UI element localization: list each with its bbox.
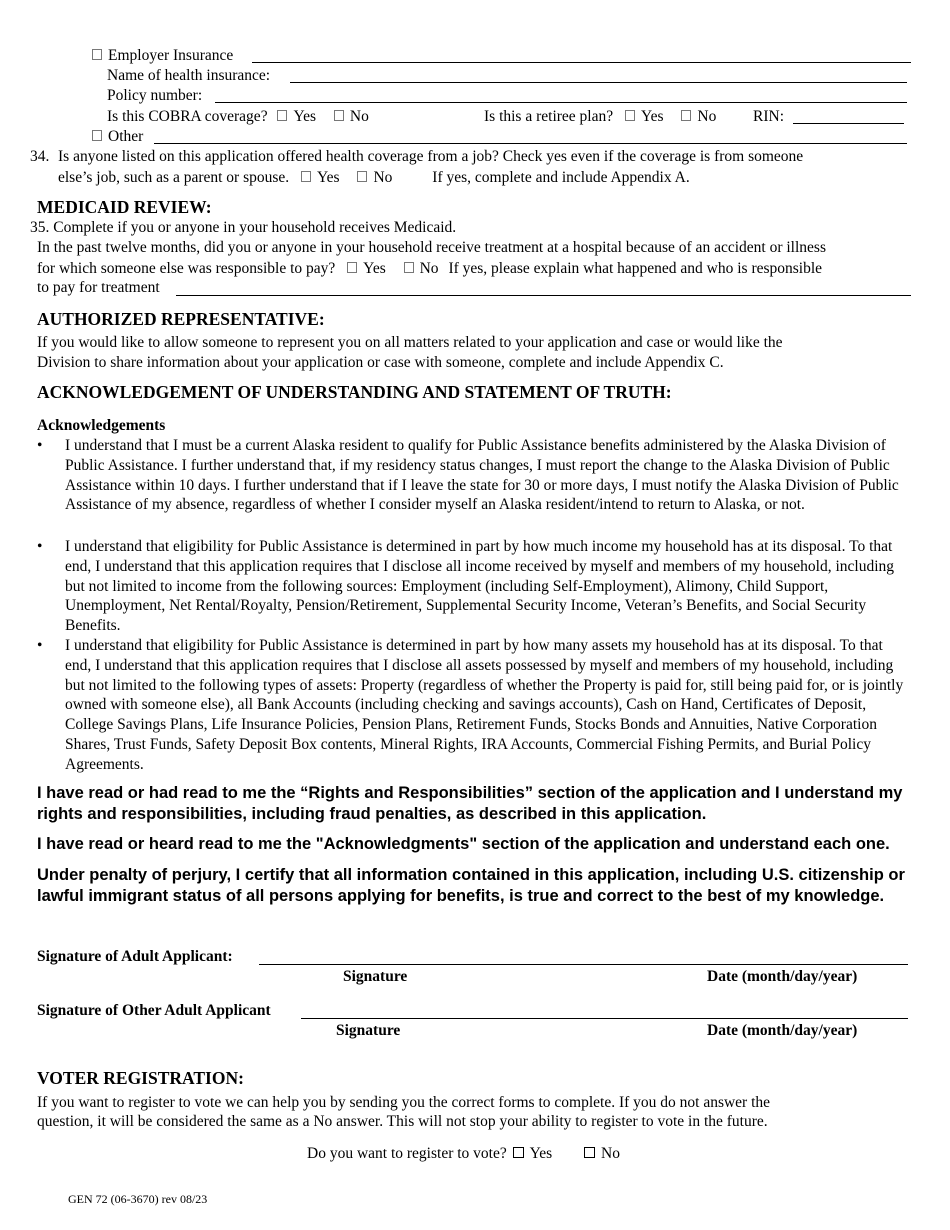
other-label: Other	[108, 128, 144, 145]
retiree-question	[484, 108, 716, 126]
other-adult-signature-field[interactable]	[301, 1004, 908, 1019]
other-field[interactable]	[154, 129, 907, 144]
acknowledgement-heading: ACKNOWLEDGEMENT OF UNDERSTANDING AND STATEMENT OF TRUTH:	[37, 382, 672, 402]
q34-number: 34.	[30, 148, 50, 165]
other-adult-signature-label: Signature of Other Adult Applicant	[37, 1002, 271, 1019]
voter-registration-heading: VOTER REGISTRATION:	[37, 1068, 244, 1088]
bullet-2-text: I understand that eligibility for Public Assistance is determined in part by how much income my household has at its disposal. To that end, I understand that this application requires that I disclose all income received by myself and members of my household, including but not limited to income from the following sources: Employment (including Self-Employment), Alimony, Child Support, Unemployment, Net Rental/Royalty, Pension/Retirement, Supplemental Security Income, Veteran’s Benefits, and Social Security Benefits.	[65, 538, 895, 635]
voter-question-text: Do you want to register to vote?	[307, 1145, 507, 1162]
medicaid-no-checkbox[interactable]	[404, 262, 414, 273]
bullet-icon: •	[37, 437, 43, 454]
q35-text: 35. Complete if you or anyone in your household receives Medicaid.	[30, 219, 457, 236]
cobra-yes-checkbox[interactable]	[277, 110, 287, 121]
cobra-yes-label: Yes	[293, 108, 317, 125]
other-adult-date-caption: Date (month/day/year)	[707, 1022, 858, 1039]
employer-insurance-option	[92, 47, 233, 65]
retiree-no-label: No	[697, 108, 717, 125]
voter-line2: question, it will be considered the same as a No answer. This will not stop your ability to register to vote in the future.	[37, 1113, 768, 1130]
rights-responsibilities-statement: I have read or had read to me the “Rights and Responsibilities” section of the application and I understand my rights and responsibilities, including fraud penalties, as described in this application.	[37, 784, 903, 823]
voter-question	[307, 1145, 620, 1163]
q34-yes-checkbox[interactable]	[301, 171, 311, 182]
cobra-no-checkbox[interactable]	[334, 110, 344, 121]
voter-no-checkbox[interactable]	[584, 1147, 595, 1158]
medicaid-question-line1: In the past twelve months, did you or anyone in your household receive treatment at a hospital because of an accident or illness	[37, 239, 826, 256]
bullet-icon: •	[37, 538, 43, 555]
policy-number-label: Policy number:	[107, 87, 203, 104]
authorized-representative-heading: AUTHORIZED REPRESENTATIVE:	[37, 309, 325, 329]
medicaid-no-label: No	[419, 260, 439, 277]
bullet-icon: •	[37, 637, 43, 654]
acknowledgement-bullet-1	[37, 436, 912, 515]
voter-line1: If you want to register to vote we can help you by sending you the correct forms to complete. If you do not answer the	[37, 1094, 771, 1111]
employer-insurance-checkbox[interactable]	[92, 49, 102, 60]
rin-label: RIN:	[753, 108, 784, 125]
medicaid-yes-label: Yes	[363, 260, 386, 277]
perjury-statement: Under penalty of perjury, I certify that all information contained in this application, including U.S. citizenship or lawful immigrant status of all persons applying for benefits, is true and correct to the best of my knowledge.	[37, 866, 905, 905]
other-checkbox[interactable]	[92, 130, 102, 141]
voter-yes-checkbox[interactable]	[513, 1147, 524, 1158]
health-insurance-name-field[interactable]	[290, 68, 907, 83]
medicaid-question-line3: to pay for treatment	[37, 279, 160, 296]
authorized-line1: If you would like to allow someone to represent you on all matters related to your application and case or would like the	[37, 334, 783, 351]
form-id-footer: GEN 72 (06-3670) rev 08/23	[68, 1192, 208, 1206]
cobra-label: Is this COBRA coverage?	[107, 108, 268, 125]
employer-insurance-line[interactable]	[252, 48, 911, 63]
medicaid-question-line2	[37, 260, 822, 278]
employer-insurance-label: Employer Insurance	[108, 47, 234, 64]
medicaid-yes-checkbox[interactable]	[347, 262, 357, 273]
other-option	[92, 128, 143, 146]
q34-no-checkbox[interactable]	[357, 171, 367, 182]
q34-no-label: No	[373, 169, 393, 186]
q34-question-text: else’s job, such as a parent or spouse.	[58, 169, 290, 186]
voter-no-label: No	[601, 1145, 620, 1162]
retiree-yes-checkbox[interactable]	[625, 110, 635, 121]
q34-question-line2	[58, 169, 690, 187]
cobra-no-label: No	[349, 108, 369, 125]
retiree-no-checkbox[interactable]	[681, 110, 691, 121]
medicaid-question-text: for which someone else was responsible to pay?	[37, 260, 336, 277]
policy-number-field[interactable]	[215, 88, 907, 103]
acknowledgments-statement: I have read or heard read to me the "Acknowledgments" section of the application and understand each one.	[37, 835, 890, 853]
acknowledgement-bullet-3	[37, 636, 912, 775]
bullet-1-text: I understand that I must be a current Alaska resident to qualify for Public Assistance benefits administered by the Alaska Division of Public Assistance. I further understand that, if my residency status changes, I must report the change to the Alaska Division of Public Assistance within 10 days. I further understand that if I leave the state for 30 or more days, I must notify the Alaska Division of Public Assistance of my absence, regardless of whether I consider myself an Alaska resident/intend to return to Alaska, or not.	[65, 437, 899, 514]
acknowledgements-subheading: Acknowledgements	[37, 417, 166, 434]
q34-note: If yes, complete and include Appendix A.	[432, 169, 690, 186]
treatment-explanation-field[interactable]	[176, 281, 911, 296]
retiree-yes-label: Yes	[640, 108, 664, 125]
acknowledgement-bullet-2	[37, 537, 912, 636]
adult-signature-field[interactable]	[259, 950, 908, 965]
retiree-label: Is this a retiree plan?	[484, 108, 614, 125]
adult-signature-caption: Signature	[343, 968, 408, 985]
medicaid-explain-text: If yes, please explain what happened and who is responsible	[448, 260, 823, 277]
cobra-question	[107, 108, 369, 126]
voter-yes-label: Yes	[529, 1145, 553, 1162]
q34-yes-label: Yes	[317, 169, 340, 186]
adult-signature-label: Signature of Adult Applicant:	[37, 948, 233, 965]
rin-field[interactable]	[793, 109, 904, 124]
other-adult-signature-caption: Signature	[336, 1022, 401, 1039]
bullet-3-text: I understand that eligibility for Public Assistance is determined in part by how many assets my household has at its disposal. To that end, I understand that this application requires that I disclose all assets possessed by myself and members of my household, including but not limited to the following types of assets: Property (regardless of whether the Property is paid for, still being paid for, or is jointly owned with someone else), all Bank Accounts (including checking and savings accounts), Cash on Hand, Certificates of Deposit, College Savings Plans, Life Insurance Policies, Pension Plans, Retirement Funds, Stocks Bonds and Annuities, Native Corporation Shares, Trust Funds, Safety Deposit Box contents, Mineral Rights, IRA Accounts, Commercial Fishing Permits, and Burial Policy Agreements.	[65, 637, 904, 773]
health-insurance-name-label: Name of health insurance:	[107, 67, 271, 84]
q34-question-line1: Is anyone listed on this application offered health coverage from a job? Check yes even if the coverage is from someone	[58, 148, 804, 165]
adult-date-caption: Date (month/day/year)	[707, 968, 858, 985]
authorized-line2: Division to share information about your application or case with someone, complete and include Appendix C.	[37, 354, 724, 371]
medicaid-review-heading: MEDICAID REVIEW:	[37, 197, 212, 217]
